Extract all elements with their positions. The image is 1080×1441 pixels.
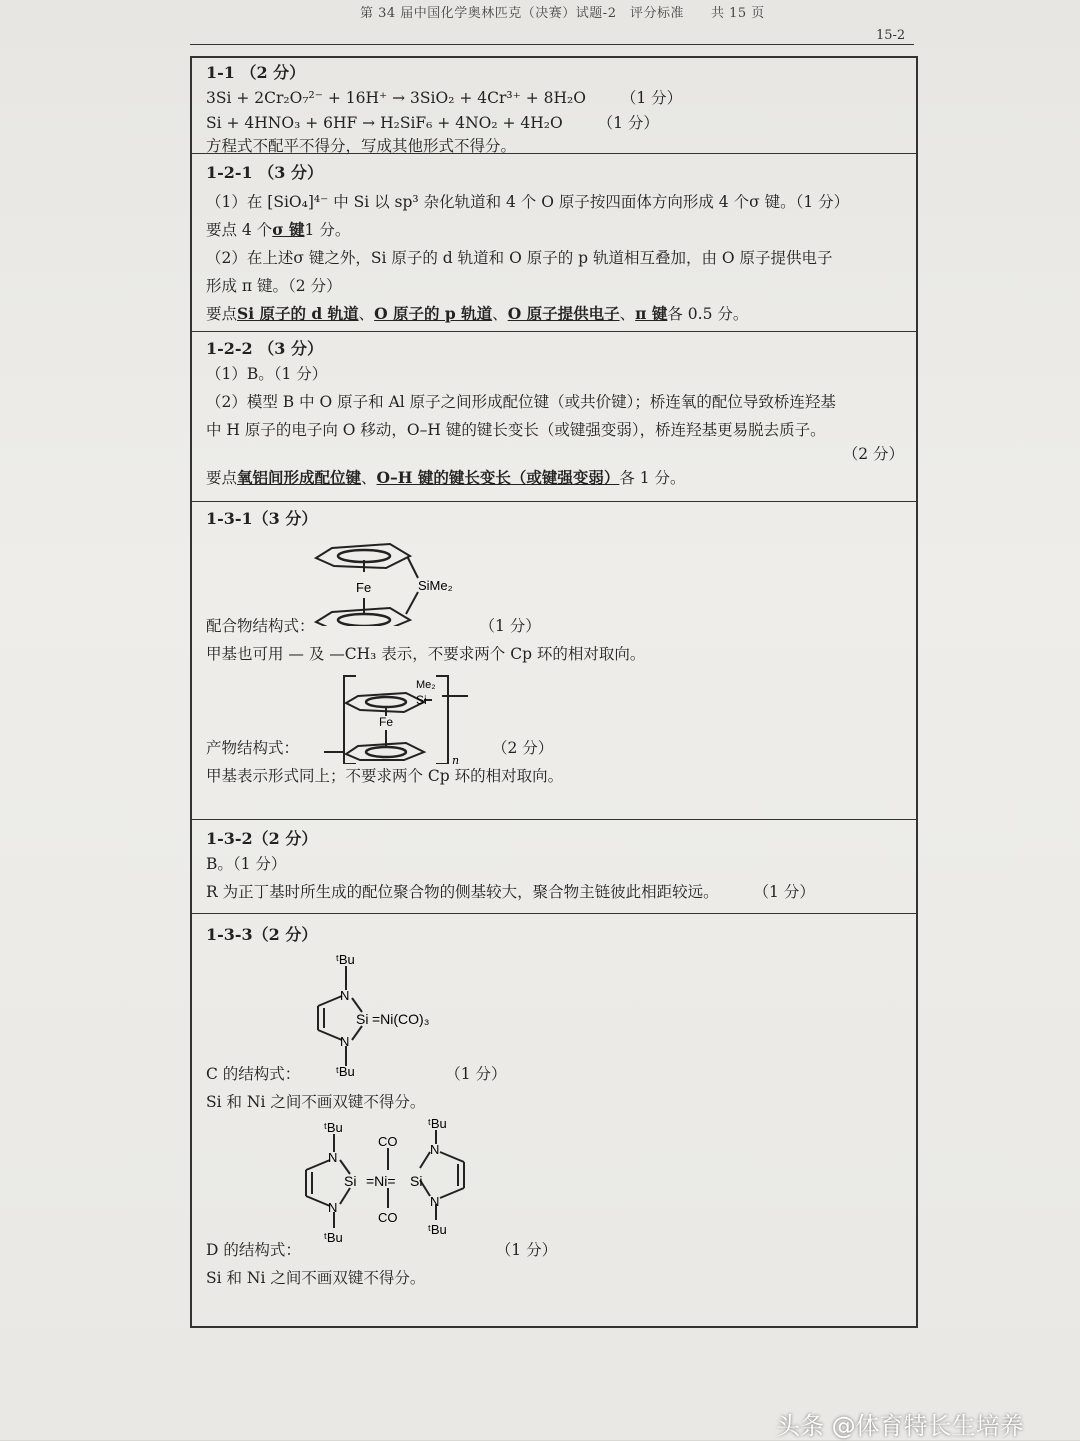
header-rule	[190, 44, 914, 45]
key-point: O–H 键的键长变长（或键强变弱）	[376, 468, 620, 487]
sime2-label: SiMe₂	[418, 578, 453, 593]
answer-table	[190, 56, 918, 1328]
answer-line: 形成 π 键。（2 分）	[206, 277, 342, 295]
section-title: 1-2-2 （3 分）	[206, 339, 323, 358]
equation: Si + 4HNO₃ + 6HF → H₂SiF₆ + 4NO₂ + 4H₂O	[206, 114, 563, 132]
key-point: σ 键	[272, 220, 305, 239]
grading-note: 甲基也可用 — 及 —CH₃ 表示，不要求两个 Cp 环的相对取向。	[206, 645, 646, 663]
score-mark: （1 分）	[495, 1241, 558, 1259]
fe-label: Fe	[356, 580, 372, 595]
si-label: Si	[416, 693, 427, 707]
score-mark: （1 分）	[597, 114, 659, 132]
text: R 为正丁基时所生成的配位聚合物的侧基较大，聚合物主链彼此相距较远。	[206, 883, 719, 901]
co-label: CO	[378, 1134, 398, 1149]
grading-note: Si 和 Ni 之间不画双键不得分。	[206, 1269, 426, 1287]
tbu-label: ᵗBu	[324, 1230, 343, 1245]
section-1-3-2	[192, 820, 916, 914]
text: 、	[358, 305, 375, 323]
page-number: 15-2	[876, 28, 906, 43]
score-mark: （2 分）	[491, 739, 554, 757]
key-point: O 原子提供电子	[507, 304, 620, 323]
label: 产物结构式：	[206, 739, 300, 757]
bond-n-si-top	[352, 998, 362, 1012]
answer-line: 中 H 原子的电子向 O 移动，O–H 键的键长变长（或键强变弱），桥连羟基更易脱去质子。	[206, 421, 826, 439]
structure-caption	[206, 734, 904, 762]
equation-line	[206, 112, 904, 134]
fe-label: Fe	[379, 715, 394, 729]
score-mark: （1 分）	[479, 617, 541, 635]
text: 1 分。	[304, 221, 351, 239]
n-label: N	[430, 1194, 440, 1209]
n-label: N	[340, 988, 350, 1003]
bond-si-bottom	[406, 592, 418, 614]
tbu-label: ᵗBu	[324, 1120, 343, 1135]
equation-line	[206, 84, 904, 112]
structure-caption	[206, 612, 904, 640]
bond-n-c	[318, 996, 342, 1006]
me2-label: Me₂	[416, 679, 436, 691]
section-1-3-1	[192, 502, 916, 820]
bond-c-n	[440, 1188, 464, 1198]
bond-c-n	[318, 1030, 342, 1040]
tbu-label: ᵗBu	[428, 1116, 447, 1131]
key-point: 氧铝间形成配位键	[237, 468, 362, 487]
bond-si-top	[408, 558, 418, 578]
si-label: Si	[356, 1011, 369, 1027]
bond-n-c	[440, 1152, 464, 1162]
answer-line	[206, 878, 904, 906]
source-watermark: 头条 @体育特长生培养	[776, 1412, 1024, 1440]
answer-line: （1）在 [SiO₄]⁴⁻ 中 Si 以 sp³ 杂化轨道和 4 个 O 原子按四面体方向形成 4 个σ 键。（1 分）	[206, 193, 850, 211]
si-label: Si	[344, 1173, 357, 1189]
grading-note: 甲基表示形式同上；不要求两个 Cp 环的相对取向。	[206, 767, 564, 785]
n-label: N	[328, 1150, 338, 1165]
n-label: N	[340, 1034, 350, 1049]
tbu-label: ᵗBu	[336, 952, 355, 967]
section-1-1	[192, 58, 916, 154]
bond-n-c	[306, 1160, 330, 1170]
bond-c-n	[306, 1196, 330, 1206]
tbu-label: ᵗBu	[336, 1064, 355, 1076]
structure-caption	[206, 1060, 904, 1088]
section-title: 1-3-1（3 分）	[206, 509, 318, 528]
bond-n-si	[340, 1160, 350, 1174]
key-points	[206, 464, 904, 492]
section-title: 1-1 （2 分）	[206, 63, 306, 82]
section-title: 1-3-3（2 分）	[206, 925, 318, 944]
equation: 3Si + 2Cr₂O₇²⁻ + 16H⁺ → 3SiO₂ + 4Cr³⁺ + 8H₂O	[206, 89, 586, 107]
text: 、	[492, 305, 508, 323]
ni-label: =Ni=	[366, 1173, 396, 1189]
text: 要点 4 个	[206, 221, 273, 239]
answer-line: （1）B。（1 分）	[206, 365, 328, 383]
n-label: N	[430, 1142, 440, 1157]
text: 各 0.5 分。	[667, 305, 749, 323]
grading-note: Si 和 Ni 之间不画双键不得分。	[206, 1093, 426, 1111]
tbu-label: ᵗBu	[428, 1222, 447, 1237]
compound-d-structure	[206, 1116, 906, 1250]
text: 、	[361, 469, 377, 487]
si-label: Si	[410, 1173, 423, 1189]
section-title: 1-2-1 （3 分）	[206, 163, 323, 182]
score-mark: （1 分）	[753, 883, 815, 901]
structure-caption	[206, 1236, 904, 1264]
key-points	[206, 300, 904, 328]
text: 、	[619, 305, 636, 323]
section-1-2-1	[192, 154, 916, 332]
section-1-3-3	[192, 914, 916, 1326]
answer-line: （2）在上述σ 键之外，Si 原子的 d 轨道和 O 原子的 p 轨道相互叠加，由 O 原子提供电子	[206, 249, 833, 267]
label: D 的结构式：	[206, 1241, 301, 1259]
compound-c-structure	[206, 946, 906, 1076]
text: 要点	[206, 305, 238, 323]
bond-n-si	[340, 1188, 350, 1204]
bond-n-si	[420, 1152, 430, 1168]
text: 要点	[206, 469, 238, 487]
key-point: O 原子的 p 轨道	[374, 304, 493, 323]
section-1-2-2	[192, 332, 916, 502]
text: 各 1 分。	[619, 469, 686, 487]
repeat-n: n	[452, 754, 460, 764]
score-mark: （1 分）	[445, 1065, 507, 1083]
answer-line: B。（1 分）	[206, 855, 287, 873]
key-points	[206, 216, 904, 244]
key-point: π 键	[635, 304, 668, 323]
answer-line: （2）模型 B 中 O 原子和 Al 原子之间形成配位键（或共价键）；桥连氧的配位导致桥连羟基	[206, 393, 836, 411]
section-title: 1-3-2（2 分）	[206, 829, 318, 848]
key-point: Si 原子的 d 轨道	[237, 304, 359, 323]
score-mark: （2 分）	[842, 445, 904, 463]
score-mark: （1 分）	[620, 89, 683, 107]
grading-note: 方程式不配平不得分，写成其他形式不得分。	[206, 137, 517, 155]
bond-n-si-bottom	[352, 1026, 362, 1040]
co-label: CO	[378, 1210, 398, 1225]
page-header: 第 34 届中国化学奥林匹克（决赛）试题-2 评分标准 共 15 页	[360, 6, 765, 21]
nico3-label: =Ni(CO)₃	[372, 1011, 430, 1027]
label: 配合物结构式：	[206, 617, 315, 635]
label: C 的结构式：	[206, 1065, 301, 1083]
n-label: N	[328, 1200, 338, 1215]
cp-ring-top-inner	[366, 697, 406, 707]
